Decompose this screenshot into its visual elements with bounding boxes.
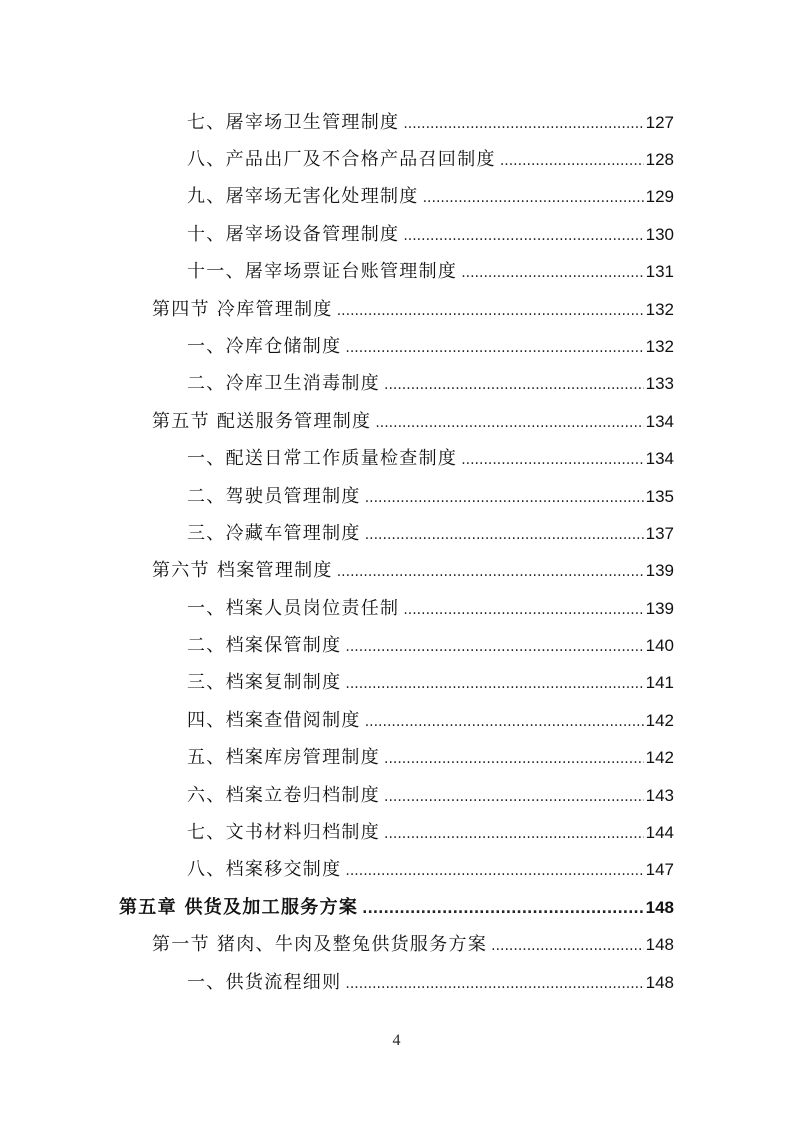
toc-entry-page: 142 (645, 711, 674, 730)
toc-entry-title: 二、冷库卫生消毒制度 (187, 373, 380, 394)
toc-entry[interactable] (187, 968, 674, 994)
toc-leader-dots (461, 452, 643, 468)
toc-entry-title: 第四节 冷库管理制度 (152, 299, 333, 320)
toc-entry-page: 144 (645, 823, 674, 842)
toc-entry-page: 128 (645, 150, 674, 169)
toc-entry[interactable] (152, 295, 674, 321)
toc-entry[interactable] (187, 743, 674, 769)
toc-entry-page: 137 (645, 524, 674, 543)
toc-leader-dots (345, 639, 643, 655)
toc-entry-page: 139 (645, 599, 674, 618)
toc-entry-title: 第五节 配送服务管理制度 (152, 411, 372, 432)
toc-entry-title: 一、档案人员岗位责任制 (187, 598, 400, 619)
toc-entry-page: 148 (645, 973, 674, 992)
toc-entry-page: 141 (645, 673, 674, 692)
toc-entry[interactable] (187, 369, 674, 395)
toc-entry-title: 十一、屠宰场票证台账管理制度 (187, 261, 458, 282)
toc-entry-title: 五、档案库房管理制度 (187, 747, 380, 768)
toc-entry[interactable] (152, 407, 674, 433)
toc-leader-dots (384, 377, 644, 393)
toc-entry-title: 三、冷藏车管理制度 (187, 523, 361, 544)
toc-entry-title: 七、屠宰场卫生管理制度 (187, 112, 400, 133)
toc-entry-page: 148 (645, 935, 674, 954)
toc-entry-page: 143 (645, 786, 674, 805)
toc-entry-title: 二、驾驶员管理制度 (187, 486, 361, 507)
toc-entry-page: 139 (645, 561, 674, 580)
toc-entry[interactable] (152, 930, 674, 956)
toc-entry-chapter[interactable] (119, 893, 674, 919)
toc-leader-dots (461, 265, 643, 281)
toc-entry[interactable] (187, 781, 674, 807)
toc-entry-page: 147 (645, 860, 674, 879)
toc-entry-page: 127 (645, 113, 674, 132)
toc-entry-page: 134 (645, 449, 674, 468)
toc-entry-title: 二、档案保管制度 (187, 635, 342, 656)
toc-leader-dots (337, 303, 644, 319)
toc-leader-dots (365, 527, 644, 543)
toc-leader-dots (345, 340, 643, 356)
toc-entry-page: 142 (645, 748, 674, 767)
toc-entry-page: 135 (645, 487, 674, 506)
toc-leader-dots (403, 228, 643, 244)
toc-leader-dots (375, 415, 643, 431)
toc-entry-title: 六、档案立卷归档制度 (187, 785, 380, 806)
toc-entry-title: 八、产品出厂及不合格产品召回制度 (187, 149, 496, 170)
toc-leader-dots (337, 564, 644, 580)
toc-entry[interactable] (187, 220, 674, 246)
toc-leader-dots (365, 490, 644, 506)
toc-entry-title: 九、屠宰场无害化处理制度 (187, 186, 419, 207)
toc-leader-dots (500, 153, 644, 169)
toc-entry[interactable] (187, 108, 674, 134)
toc-entry[interactable] (187, 519, 674, 545)
toc-entry-title: 第五章 供货及加工服务方案 (119, 897, 359, 918)
toc-leader-dots (491, 938, 644, 954)
toc-leader-dots (384, 789, 644, 805)
toc-entry[interactable] (187, 482, 674, 508)
toc-leader-dots (345, 976, 643, 992)
toc-leader-dots (345, 676, 643, 692)
toc-entry-page: 132 (645, 300, 674, 319)
toc-entry[interactable] (187, 257, 674, 283)
toc-leader-dots (403, 602, 643, 618)
toc-leader-dots (384, 826, 644, 842)
toc-entry-page: 132 (645, 337, 674, 356)
toc-entry[interactable] (187, 594, 674, 620)
toc-entry[interactable] (187, 706, 674, 732)
toc-entry-page: 134 (645, 412, 674, 431)
toc-entry-page: 133 (645, 374, 674, 393)
toc-entry-title: 四、档案查借阅制度 (187, 710, 361, 731)
toc-leader-dots (384, 751, 644, 767)
toc-entry-title: 一、冷库仓储制度 (187, 336, 342, 357)
toc-entry-page: 148 (645, 898, 674, 917)
toc-entry-page: 131 (645, 262, 674, 281)
toc-entry-page: 140 (645, 636, 674, 655)
toc-entry[interactable] (152, 556, 674, 582)
toc-leader-dots (362, 901, 643, 917)
toc-entry[interactable] (187, 332, 674, 358)
toc-entry-title: 一、配送日常工作质量检查制度 (187, 448, 458, 469)
toc-entry[interactable] (187, 182, 674, 208)
toc-entry[interactable] (187, 444, 674, 470)
toc-entry-title: 第六节 档案管理制度 (152, 560, 333, 581)
toc-leader-dots (403, 116, 643, 132)
toc-entry[interactable] (187, 818, 674, 844)
toc-entry[interactable] (187, 631, 674, 657)
toc-leader-dots (365, 714, 644, 730)
toc-entry-page: 129 (645, 187, 674, 206)
toc-leader-dots (423, 190, 644, 206)
toc-entry[interactable] (187, 668, 674, 694)
toc-leader-dots (345, 863, 643, 879)
toc-entry-title: 第一节 猪肉、牛肉及整兔供货服务方案 (152, 934, 488, 955)
toc-entry-title: 八、档案移交制度 (187, 859, 342, 880)
toc-entry[interactable] (187, 855, 674, 881)
toc-entry-title: 七、文书材料归档制度 (187, 822, 380, 843)
page-number: 4 (392, 1032, 401, 1049)
toc-entry-title: 十、屠宰场设备管理制度 (187, 224, 400, 245)
toc-entry-page: 130 (645, 225, 674, 244)
toc-entry-title: 一、供货流程细则 (187, 972, 342, 993)
toc-entry[interactable] (187, 145, 674, 171)
toc-entry-title: 三、档案复制制度 (187, 672, 342, 693)
